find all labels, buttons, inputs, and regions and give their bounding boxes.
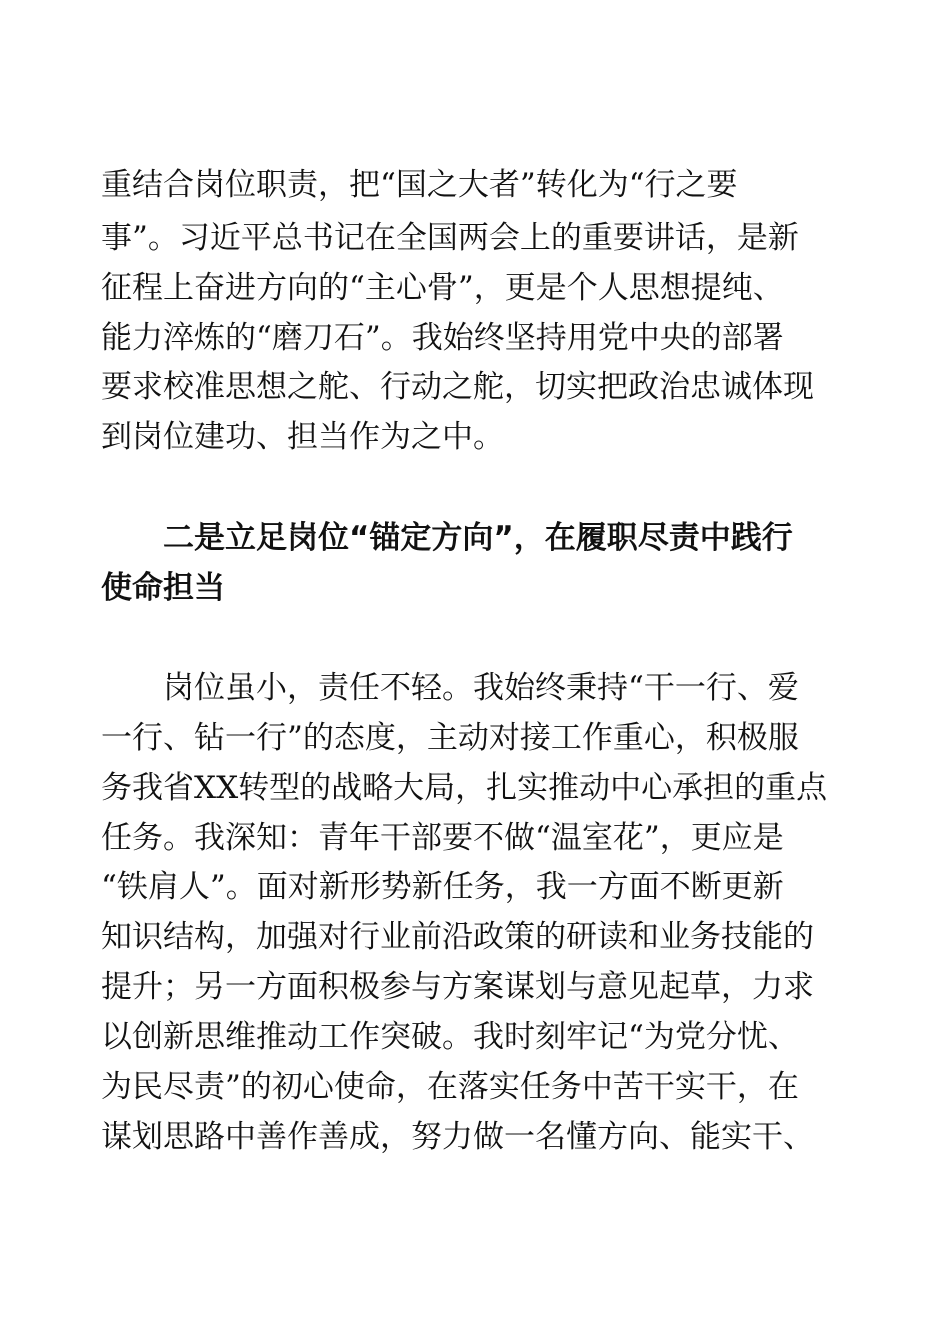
paragraph-1-line-1: 重结合岗位职责，把“国之大者”转化为“行之要	[101, 167, 738, 203]
paragraph-2-line-10: 谋划思路中善作善成，努力做一名懂方向、能实干、	[101, 1119, 814, 1155]
paragraph-2-line-9: 为民尽责”的初心使命，在落实任务中苦干实干，在	[101, 1069, 799, 1105]
paragraph-1-line-4: 能力淬炼的“磨刀石”。我始终坚持用党中央的部署	[101, 320, 784, 356]
section-heading-line-2: 使命担当	[101, 570, 225, 606]
paragraph-2-line-2: 一行、钻一行”的态度，主动对接工作重心，积极服	[101, 720, 799, 756]
section-heading-line-1: 二是立足岗位“锚定方向”，在履职尽责中践行	[163, 520, 793, 556]
paragraph-2-line-7: 提升；另一方面积极参与方案谋划与意见起草，力求	[101, 969, 814, 1005]
paragraph-1-line-3: 征程上奋进方向的“主心骨”，更是个人思想提纯、	[101, 270, 784, 306]
paragraph-2-line-8: 以创新思维推动工作突破。我时刻牢记“为党分忧、	[101, 1019, 799, 1055]
paragraph-2-line-4: 任务。我深知：青年干部要不做“温室花”，更应是	[101, 820, 784, 856]
paragraph-2-line-5: “铁肩人”。面对新形势新任务，我一方面不断更新	[101, 869, 784, 905]
paragraph-2-line-1: 岗位虽小，责任不轻。我始终秉持“干一行、爱	[163, 670, 799, 706]
paragraph-1-line-2: 事”。习近平总书记在全国两会上的重要讲话，是新	[101, 220, 799, 256]
paragraph-1-line-5: 要求校准思想之舵、行动之舵，切实把政治忠诚体现	[101, 369, 814, 405]
paragraph-2-line-3: 务我省XX转型的战略大局，扎实推动中心承担的重点	[101, 770, 828, 806]
paragraph-2-line-6: 知识结构，加强对行业前沿政策的研读和业务技能的	[101, 919, 814, 955]
paragraph-1-line-6: 到岗位建功、担当作为之中。	[101, 419, 504, 455]
